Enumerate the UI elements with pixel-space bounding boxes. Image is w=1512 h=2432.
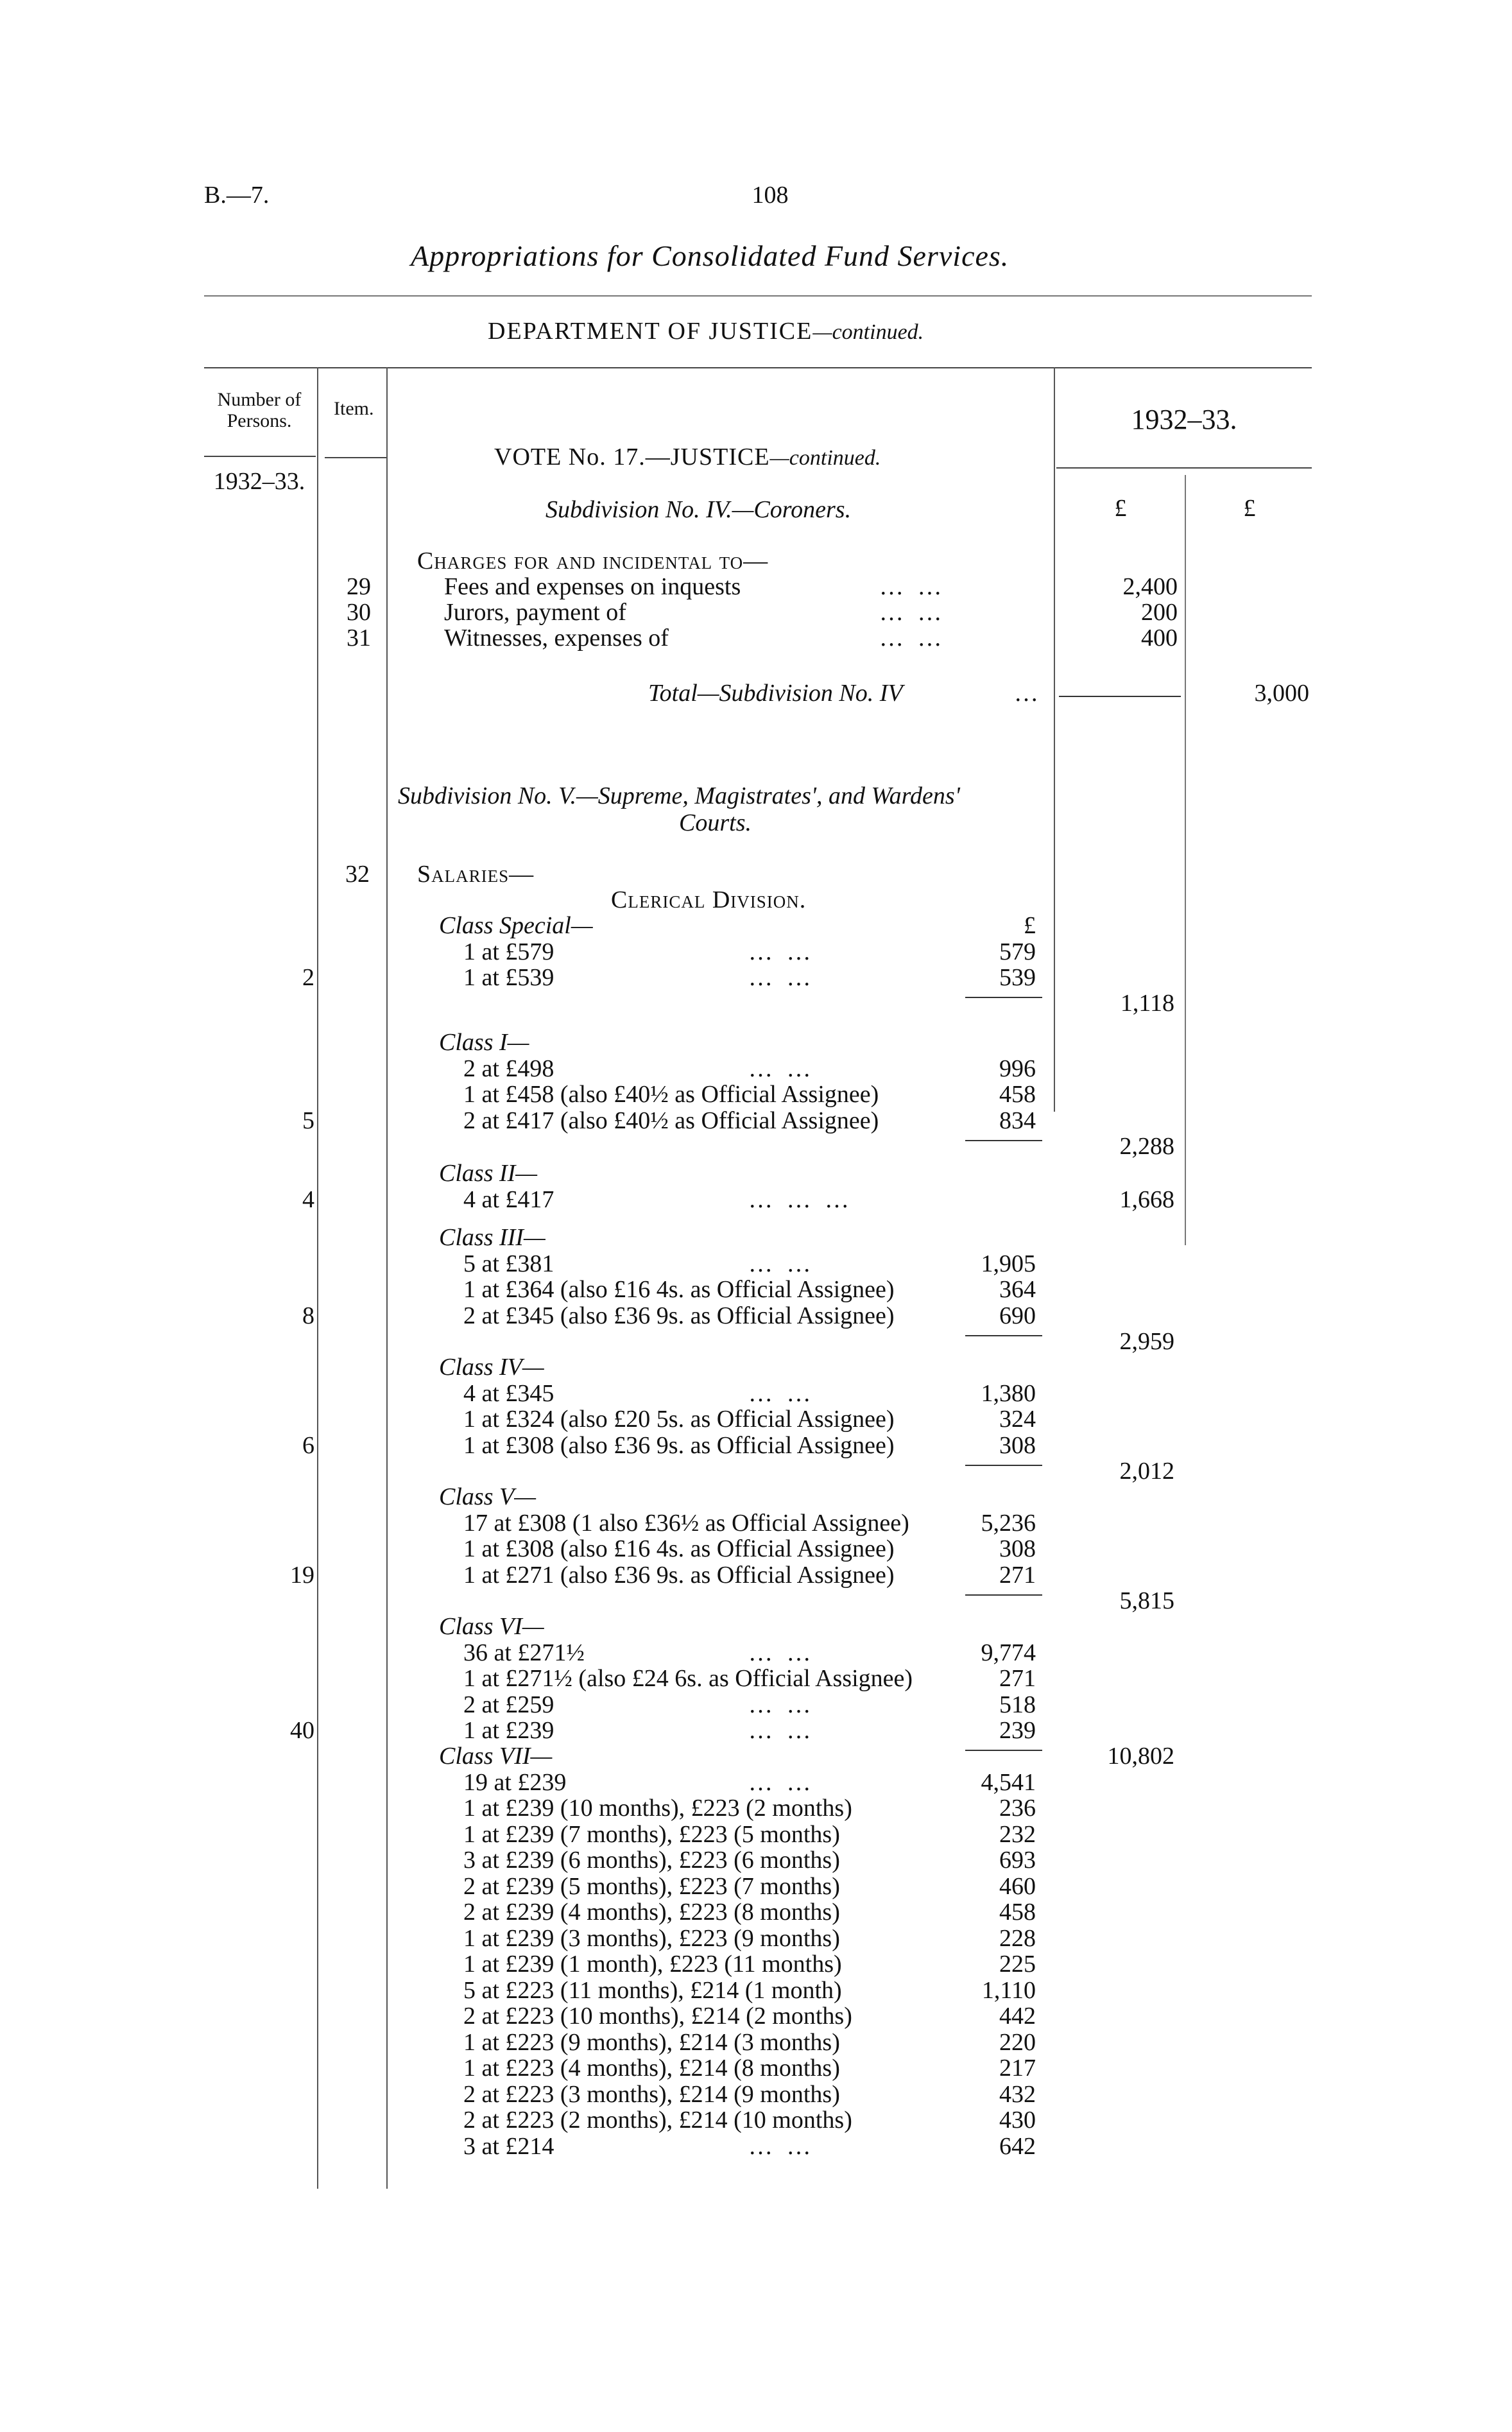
salary-line-amount: 539 [999,964,1036,991]
subtotal-rule [965,1750,1042,1751]
class-heading: Class Special— [439,912,593,939]
salary-line: 1 at £324 (also £20 5s. as Official Assignee) [463,1406,895,1433]
persons-column-header: Number of Persons. [217,389,302,431]
salary-line: 1 at £239 (1 month), £223 (11 months) [463,1951,842,1978]
salary-line-amount: 5,236 [981,1510,1036,1537]
salary-line-amount: 460 [999,1873,1036,1900]
salary-line: 1 at £271½ (also £24 6s. as Official Assignee) [463,1665,913,1692]
page-number: 108 [752,182,789,209]
salary-line-amount: 1,380 [981,1380,1036,1407]
salary-line: 2 at £223 (10 months), £214 (2 months) [463,2003,852,2030]
pound-sign-sub: £ [1024,912,1036,939]
subtotal-rule [965,1140,1042,1141]
leader-dots: … … [748,1250,815,1277]
salary-line: 1 at £239 (7 months), £223 (5 months) [463,1821,840,1848]
subtotal-rule [965,997,1042,998]
salary-line: 1 at £223 (4 months), £214 (8 months) [463,2055,840,2082]
item-amount: 400 [1141,625,1178,651]
salary-line-amount: 1,110 [981,1977,1036,2004]
salary-line: 17 at £308 (1 also £36½ as Official Assignee) [463,1510,909,1537]
title-rule [204,295,1312,297]
salary-line: 1 at £539 [463,964,554,991]
salary-line: 2 at £239 (4 months), £223 (8 months) [463,1899,840,1926]
salary-line-amount: 228 [999,1925,1036,1952]
salary-line: 1 at £308 (also £16 4s. as Official Assignee) [463,1535,895,1562]
class-total: 1,118 [1120,990,1174,1017]
salary-line-amount: 9,774 [981,1639,1036,1666]
item-number: 30 [347,599,371,626]
leader-dots: … … [748,1769,815,1796]
leader-dots: … … [748,1717,815,1744]
salary-line-amount: 308 [999,1535,1036,1562]
persons-count: 2 [302,964,314,991]
class-total: 2,959 [1119,1328,1174,1355]
salary-line-amount: 458 [999,1899,1036,1926]
subdivision-iv-total-label: Total—Subdivision No. IV [648,680,903,707]
description-column-divider [1054,367,1055,1112]
leader-dots: … … [879,625,946,651]
salary-line-amount: 271 [999,1562,1036,1589]
class-heading: Class III— [439,1224,546,1251]
salary-line: 1 at £579 [463,938,554,965]
salary-line: 3 at £239 (6 months), £223 (6 months) [463,1847,840,1874]
leader-dots: … … [748,1380,815,1407]
vote-heading: VOTE No. 17.—JUSTICE—continued. [494,444,881,470]
class-heading: Class V— [439,1483,536,1510]
salary-line: 2 at £223 (2 months), £214 (10 months) [463,2107,852,2134]
salary-line: 1 at £223 (9 months), £214 (3 months) [463,2029,840,2056]
class-heading: Class IV— [439,1354,544,1381]
pound-sign-col2: £ [1243,495,1256,522]
leader-dots: … … … [748,1186,853,1213]
salary-line-amount: 239 [999,1717,1036,1744]
leader-dots: … … [748,1055,815,1082]
persons-count: 4 [302,1186,314,1213]
salary-line: 3 at £214 [463,2133,554,2160]
item-label: Jurors, payment of [444,599,626,626]
class-heading: Class VII— [439,1743,553,1770]
salary-line-amount: 232 [999,1821,1036,1848]
salary-line: 1 at £239 (10 months), £223 (2 months) [463,1795,852,1822]
salary-line: 2 at £223 (3 months), £214 (9 months) [463,2081,840,2108]
salary-line: 2 at £259 [463,1691,554,1718]
subdivision-v-title-cont: Courts. [679,809,752,836]
salary-line-amount: 271 [999,1665,1036,1692]
leader-dots: … … [748,964,815,991]
item-label: Witnesses, expenses of [444,625,669,651]
item-column-divider [386,367,388,2189]
table-top-rule [204,367,1312,368]
salary-line-amount: 458 [999,1081,1036,1108]
subdivision-iv-title: Subdivision No. IV.—Coroners. [546,496,852,523]
salary-line-amount: 236 [999,1795,1036,1822]
item-column-header: Item. [334,398,374,419]
subtotal-rule [965,1335,1042,1336]
class-total: 2,012 [1119,1458,1174,1485]
item-32: 32 [345,861,370,888]
item-amount: 2,400 [1122,573,1178,600]
salary-line: 36 at £271½ [463,1639,585,1666]
persons-column-divider [317,367,318,2189]
salary-line: 4 at £345 [463,1380,554,1407]
amount-column-divider [1185,475,1186,1245]
pound-sign-col1: £ [1114,495,1127,522]
persons-count: 40 [290,1717,314,1744]
subtotal-rule [965,1594,1042,1596]
persons-count: 6 [302,1432,314,1459]
salary-line-amount: 430 [999,2107,1036,2134]
salary-line: 1 at £364 (also £16 4s. as Official Assignee) [463,1276,895,1303]
total-rule [1059,696,1181,697]
salary-line-amount: 442 [999,2003,1036,2030]
class-total: 10,802 [1107,1743,1174,1770]
salary-line-amount: 220 [999,2029,1036,2056]
item-label: Fees and expenses on inquests [444,573,741,600]
subdivision-iv-total: 3,000 [1254,680,1309,707]
salary-line-amount: 690 [999,1302,1036,1329]
class-total: 2,288 [1119,1133,1174,1160]
salary-line-amount: 1,905 [981,1250,1036,1277]
salary-line: 4 at £417 [463,1186,554,1213]
salary-line: 2 at £345 (also £36 9s. as Official Assignee) [463,1302,895,1329]
salary-line: 1 at £308 (also £36 9s. as Official Assignee) [463,1432,895,1459]
leader-dots: … … [748,1639,815,1666]
item-number: 31 [347,625,371,651]
salary-line: 1 at £458 (also £40½ as Official Assignee) [463,1081,879,1108]
class-total: 1,668 [1119,1186,1174,1213]
salary-line-amount: 579 [999,938,1036,965]
class-total: 5,815 [1119,1587,1174,1614]
subdivision-v-title: Subdivision No. V.—Supreme, Magistrates', and Wardens' [398,782,960,809]
salary-line-amount: 364 [999,1276,1036,1303]
salary-line: 5 at £223 (11 months), £214 (1 month) [463,1977,842,2004]
charges-heading: Charges for and incidental to— [417,548,769,574]
leader-dots: … … [879,573,946,600]
leader-dots: … [1014,680,1042,707]
persons-count: 8 [302,1302,314,1329]
salary-line-amount: 308 [999,1432,1036,1459]
salary-line-amount: 693 [999,1847,1036,1874]
salary-line-amount: 834 [999,1107,1036,1134]
salary-line: 1 at £271 (also £36 9s. as Official Assignee) [463,1562,895,1589]
salary-line-amount: 642 [999,2133,1036,2160]
amount-header-rule [1056,467,1312,469]
leader-dots: … … [879,599,946,626]
item-amount: 200 [1141,599,1178,626]
salary-line: 2 at £498 [463,1055,554,1082]
salary-line-amount: 324 [999,1406,1036,1433]
persons-count: 5 [302,1107,314,1134]
salary-line: 5 at £381 [463,1250,554,1277]
salary-line: 1 at £239 (3 months), £223 (9 months) [463,1925,840,1952]
amount-year-header: 1932–33. [1131,404,1237,435]
leader-dots: … … [748,938,815,965]
doc-reference: B.—7. [204,182,270,209]
leader-dots: … … [748,2133,815,2160]
salary-line-amount: 518 [999,1691,1036,1718]
salary-line-amount: 225 [999,1951,1036,1978]
clerical-division-heading: Clerical Division. [611,886,807,913]
page-title: Appropriations for Consolidated Fund Services. [411,239,1009,272]
persons-header-rule [204,456,316,457]
salary-line: 1 at £239 [463,1717,554,1744]
class-heading: Class II— [439,1160,538,1187]
persons-year: 1932–33. [213,468,305,495]
salary-line: 2 at £239 (5 months), £223 (7 months) [463,1873,840,1900]
salaries-heading: Salaries— [417,861,535,888]
salary-line-amount: 996 [999,1055,1036,1082]
persons-count: 19 [290,1562,314,1589]
salary-line: 2 at £417 (also £40½ as Official Assignee) [463,1107,879,1134]
class-heading: Class I— [439,1029,529,1056]
salary-line-amount: 432 [999,2081,1036,2108]
salary-line: 19 at £239 [463,1769,567,1796]
salary-line-amount: 4,541 [981,1769,1036,1796]
leader-dots: … … [748,1691,815,1718]
department-heading: DEPARTMENT OF JUSTICE—continued. [488,318,924,345]
salary-line-amount: 217 [999,2055,1036,2082]
class-heading: Class VI— [439,1613,544,1640]
item-number: 29 [347,573,371,600]
item-header-rule [325,457,386,458]
subtotal-rule [965,1465,1042,1466]
